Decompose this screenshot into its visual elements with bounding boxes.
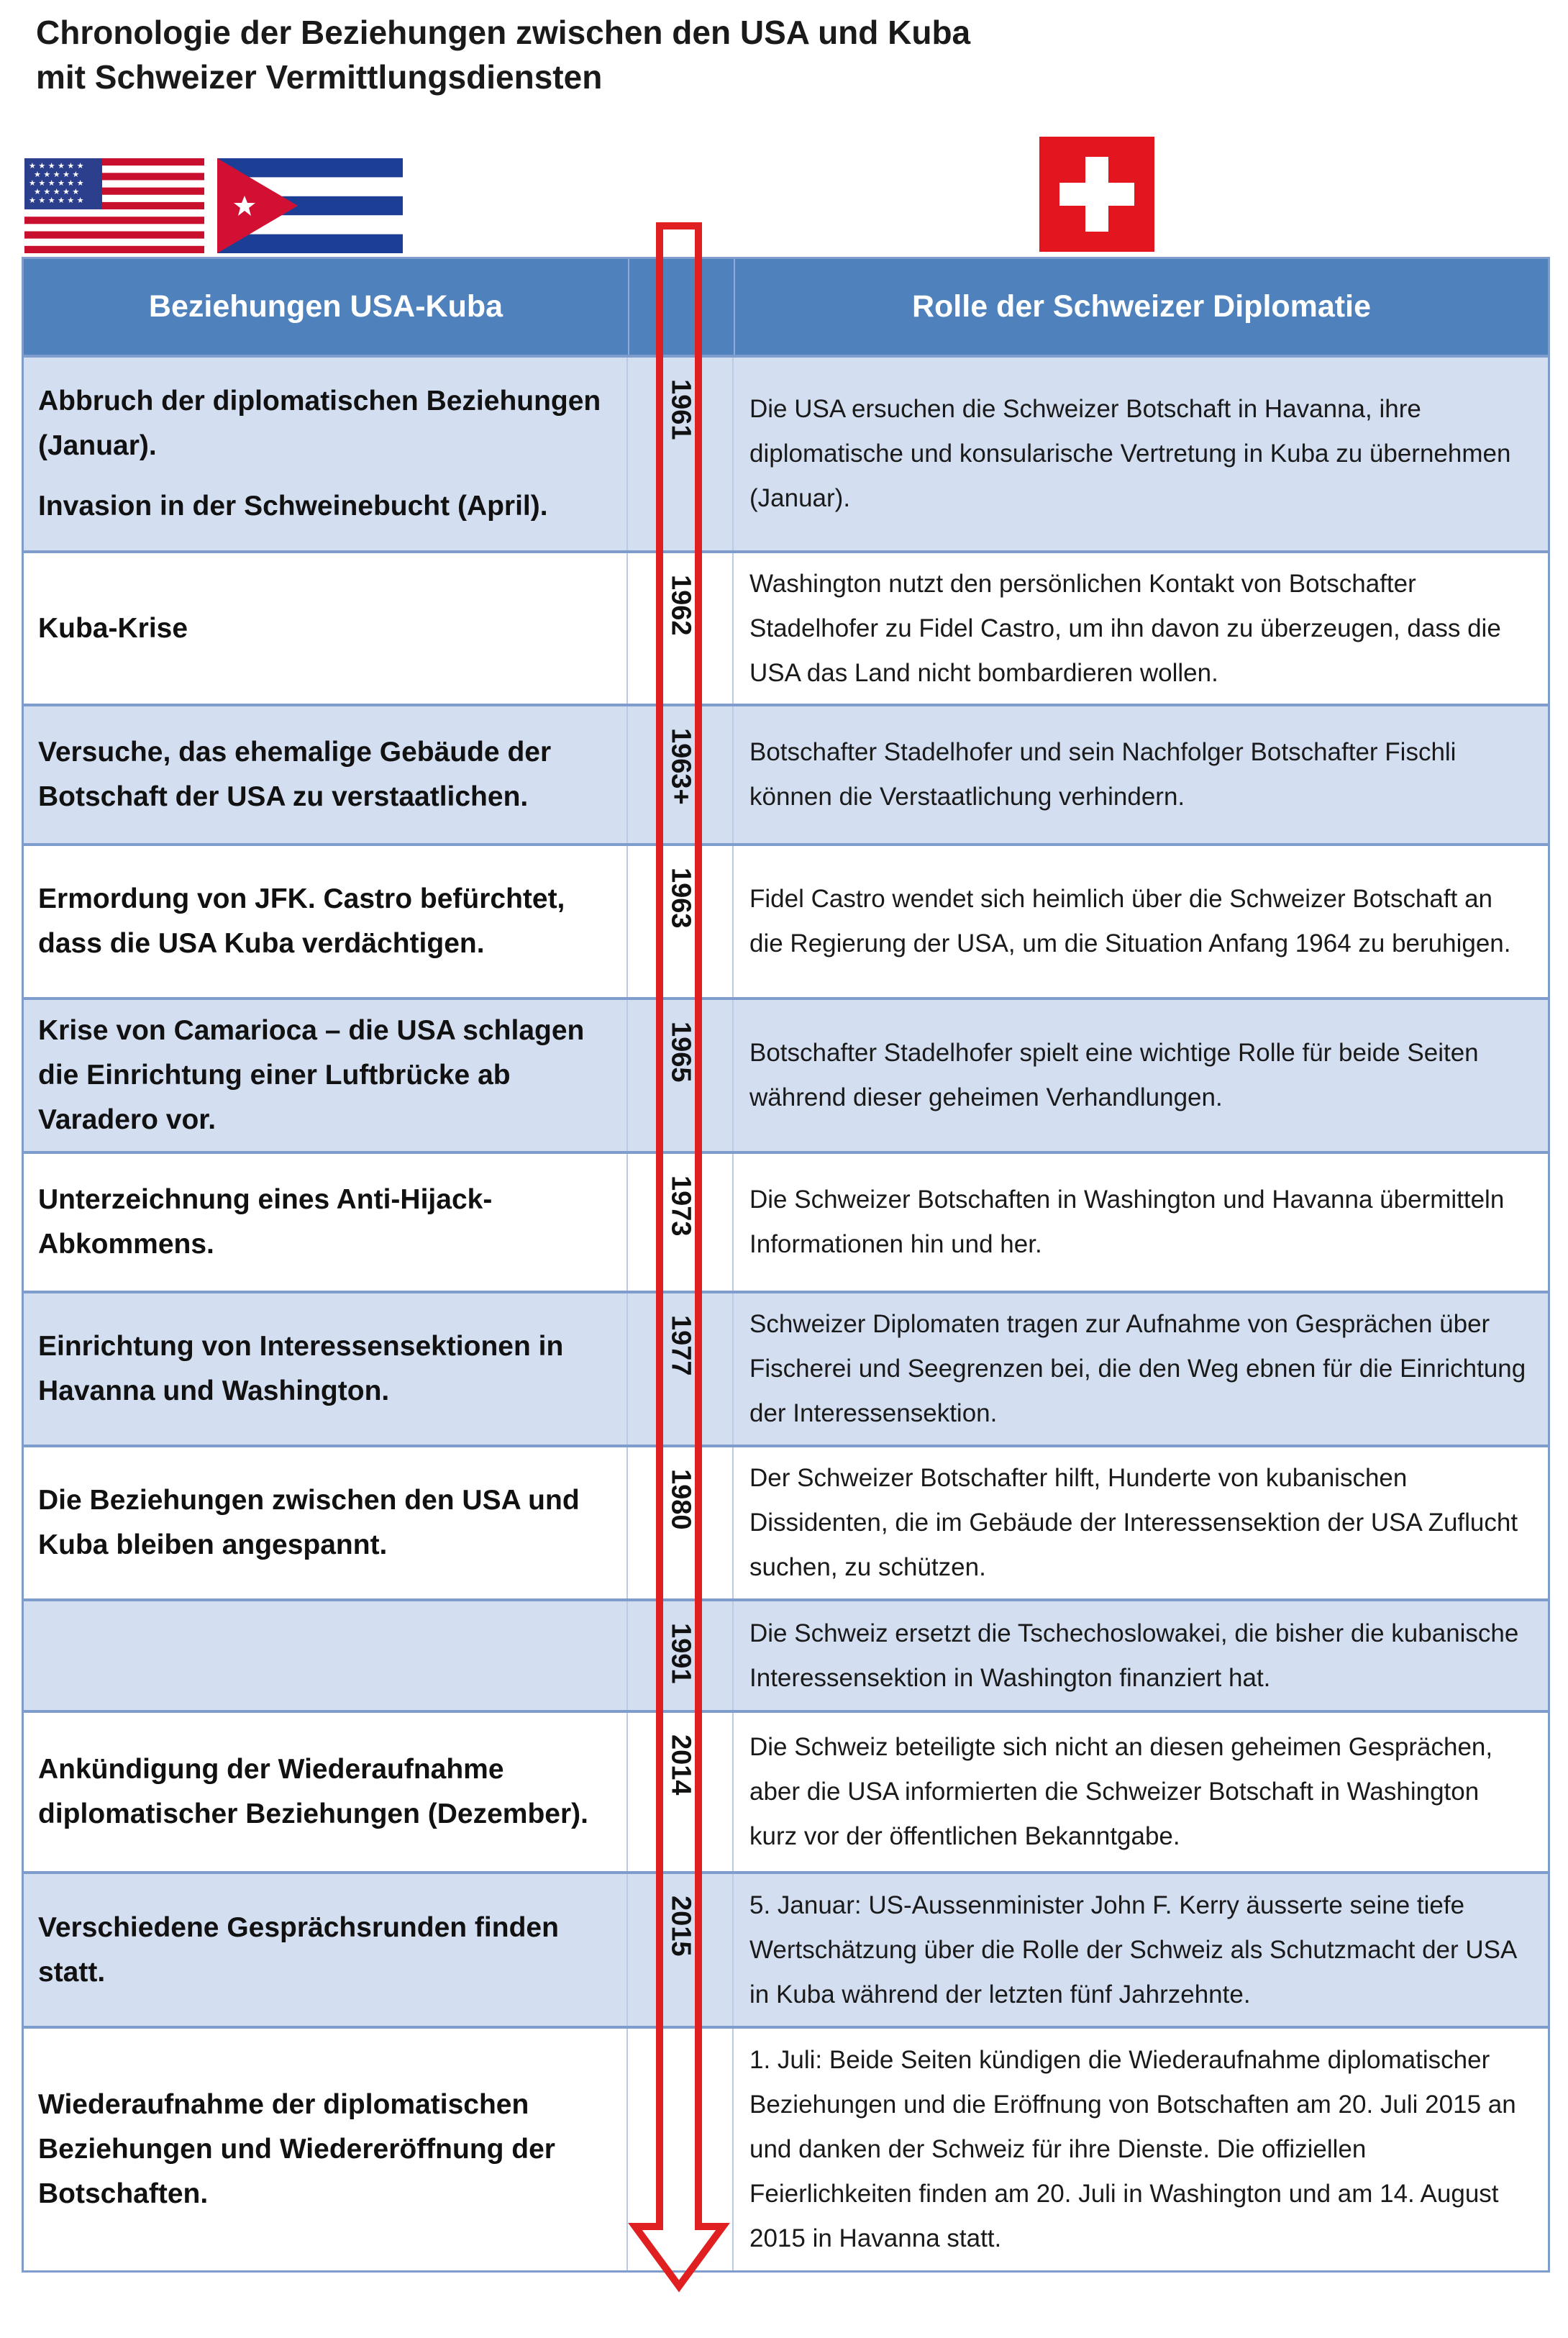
event-text: Kuba-Krise (38, 612, 188, 644)
table-row (24, 1598, 1548, 1710)
year-cell (628, 846, 734, 997)
year-label: 1973 (665, 1175, 696, 1237)
event-cell (24, 1874, 628, 2026)
event-cell (24, 2029, 628, 2270)
event-cell (24, 1154, 628, 1291)
year-label: 1961 (665, 379, 696, 440)
us-flag-icon (24, 158, 204, 253)
table-row (24, 997, 1548, 1151)
event-text: Unterzeichnung eines Anti-Hijack-Abkommens. (38, 1184, 493, 1260)
table-row (24, 1710, 1548, 1871)
svg-text:★ ★ ★ ★ ★ ★: ★ ★ ★ ★ ★ ★ (29, 161, 84, 170)
swiss-role-cell: Die Schweiz ersetzt die Tschechoslowakei, die bisher die kubanische Interessensektion in Washington finanziert hat. (749, 1619, 1519, 1692)
table-row (24, 550, 1548, 704)
header-usa-cuba: Beziehungen USA-Kuba (24, 259, 629, 355)
event-text: Versuche, das ehemalige Gebäude der Botschaft der USA zu verstaatlichen. (38, 737, 552, 812)
svg-text:★ ★ ★ ★ ★ ★: ★ ★ ★ ★ ★ ★ (29, 196, 84, 205)
year-cell (628, 2029, 734, 2270)
event-text: Verschiedene Gesprächsrunden finden statt. (38, 1911, 559, 1988)
flags-usa-cuba (24, 158, 403, 253)
event-cell (24, 1000, 628, 1151)
swiss-role-cell: 1. Juli: Beide Seiten kündigen die Wiederaufnahme diplomatischer Beziehungen und die Eröffnung von Botschaften am 20. Juli 2015 an und danken der Schweiz für ihre Dienste. Die offiziellen Feierlichkeiten finden am 20. Juli in Washington und am 14. August 2015 in Havanna statt. (749, 2046, 1516, 2252)
event-text: Ankündigung der Wiederaufnahme diplomatischer Beziehungen (Dezember). (38, 1754, 588, 1829)
cuba-flag-icon (217, 158, 403, 253)
swiss-role-cell: Fidel Castro wendet sich heimlich über die Schweizer Botschaft an die Regierung der USA, um die Situation Anfang 1964 zu beruhigen. (749, 885, 1511, 958)
event-text: Wiederaufnahme der diplomatischen Beziehungen und Wiedereröffnung der Botschaften. (38, 2089, 555, 2209)
year-label: 1980 (665, 1469, 696, 1530)
swiss-flag-icon (1039, 137, 1154, 252)
table-row (24, 704, 1548, 843)
svg-text:★ ★ ★ ★ ★ ★: ★ ★ ★ ★ ★ ★ (29, 178, 84, 188)
swiss-role-cell: Die USA ersuchen die Schweizer Botschaft in Havanna, ihre diplomatische und konsularische Vertretung in Kuba zu übernehmen (Januar). (749, 395, 1511, 512)
year-cell (628, 706, 734, 843)
year-cell (628, 1293, 734, 1445)
year-label: 2014 (665, 1734, 696, 1796)
table-row (24, 843, 1548, 997)
event-cell (24, 846, 628, 997)
year-label: 1991 (665, 1623, 696, 1684)
year-cell (628, 1154, 734, 1291)
year-cell (628, 358, 734, 550)
page-title (36, 10, 1259, 99)
event-cell (24, 1447, 628, 1598)
event-cell (24, 706, 628, 843)
event-text: Invasion in der Schweinebucht (April). (38, 491, 548, 522)
table-row (24, 1445, 1548, 1598)
swiss-role-cell: Die Schweiz beteiligte sich nicht an diesen geheimen Gesprächen, aber die USA informierten die Schweizer Botschaft in Washington kurz vor der öffentlichen Bekanntgabe. (749, 1733, 1493, 1850)
year-label: 1963 (665, 868, 696, 929)
swiss-role-cell: Die Schweizer Botschaften in Washington und Havanna übermitteln Informationen hin und her. (749, 1186, 1505, 1258)
year-cell (628, 553, 734, 704)
event-text: Ermordung von JFK. Castro befürchtet, dass die USA Kuba verdächtigen. (38, 883, 565, 959)
title-line-2: mit Schweizer Vermittlungsdiensten (36, 58, 603, 96)
year-label: 1977 (665, 1315, 696, 1376)
table-row (24, 2026, 1548, 2270)
swiss-role-cell: 5. Januar: US-Aussenminister John F. Kerry äusserte seine tiefe Wertschätzung über die Rolle der Schweiz als Schutzmacht der USA in Kuba während der letzten fünf Jahrzehnte. (749, 1891, 1516, 2009)
year-label: 2015 (665, 1896, 696, 1957)
event-cell (24, 1601, 628, 1710)
year-cell (628, 1601, 734, 1710)
table-row (24, 1871, 1548, 2026)
header-year-column (629, 259, 735, 355)
event-cell (24, 1293, 628, 1445)
swiss-role-cell: Botschafter Stadelhofer spielt eine wichtige Rolle für beide Seiten während dieser geheimen Verhandlungen. (749, 1039, 1479, 1111)
swiss-role-cell: Schweizer Diplomaten tragen zur Aufnahme von Gesprächen über Fischerei und Seegrenzen bei, die den Weg ebnen für die Einrichtung der Interessensektion. (749, 1310, 1526, 1427)
title-line-1: Chronologie der Beziehungen zwischen den USA und Kuba (36, 14, 971, 51)
year-cell (628, 1447, 734, 1598)
year-label: 1962 (665, 575, 696, 636)
event-cell (24, 358, 628, 550)
year-label: 1963+ (665, 728, 696, 805)
swiss-role-cell: Botschafter Stadelhofer und sein Nachfolger Botschafter Fischli können die Verstaatlichung verhindern. (749, 738, 1457, 811)
swiss-role-cell: Washington nutzt den persönlichen Kontakt von Botschafter Stadelhofer zu Fidel Castro, um ihn davon zu überzeugen, dass die USA das Land nicht bombardieren wollen. (749, 569, 1501, 687)
header-swiss-role: Rolle der Schweizer Diplomatie (911, 289, 1371, 324)
event-text: Abbruch der diplomatischen Beziehungen (Januar). (38, 386, 601, 461)
event-cell (24, 553, 628, 704)
event-text: Einrichtung von Interessensektionen in Havanna und Washington. (38, 1331, 564, 1406)
timeline-table (22, 257, 1550, 2273)
table-row (24, 1291, 1548, 1445)
swiss-role-cell: Der Schweizer Botschafter hilft, Hunderte von kubanischen Dissidenten, die im Gebäude der Interessensektion der USA Zuflucht suchen, zu schützen. (749, 1464, 1518, 1581)
year-cell (628, 1713, 734, 1871)
table-row (24, 1151, 1548, 1291)
event-cell (24, 1713, 628, 1871)
table-row (24, 355, 1548, 550)
year-cell (628, 1000, 734, 1151)
svg-text:★ ★ ★ ★ ★: ★ ★ ★ ★ ★ (34, 187, 80, 196)
svg-text:★ ★ ★ ★ ★: ★ ★ ★ ★ ★ (34, 170, 80, 179)
table-header (24, 259, 1548, 355)
year-cell (628, 1874, 734, 2026)
event-text: Krise von Camarioca – die USA schlagen die Einrichtung einer Luftbrücke ab Varadero vor. (38, 1015, 585, 1135)
year-label: 1965 (665, 1022, 696, 1083)
event-text: Die Beziehungen zwischen den USA und Kuba bleiben angespannt. (38, 1485, 580, 1560)
